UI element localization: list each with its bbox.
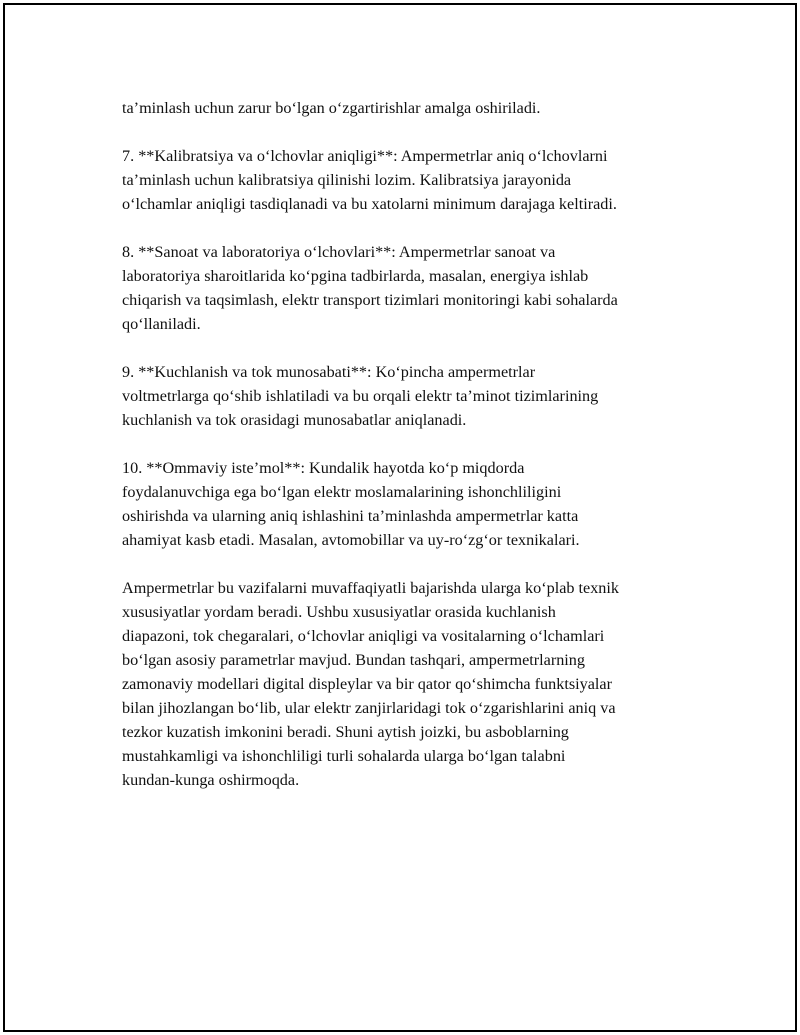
- paragraph-item-9-voltage-current: 9. **Kuchlanish va tok munosabati**: Ko‘pincha ampermetrlar voltmetrlarga qo‘shib ishlatiladi va bu orqali elektr ta’minot tizimlarining kuchlanish va tok orasidagi munosabatlar aniqlanadi.: [122, 363, 599, 429]
- paragraph-item-8-industrial: 8. **Sanoat va laboratoriya o‘lchovlari**: Ampermetrlar sanoat va laboratoriya sharoitlarida ko‘pgina tadbirlarda, masalan, energiya ishlab chiqarish va taqsimlash, elektr transport tizimlari monitoringi kabi sohalarda qo‘llaniladi.: [122, 243, 618, 333]
- page-frame: [3, 3, 797, 1032]
- paragraph-summary: Ampermetrlar bu vazifalarni muvaffaqiyatli bajarishda ularga ko‘plab texnik xususiyatlar yordam beradi. Ushbu xususiyatlar orasida kuchlanish diapazoni, tok chegaralari, o‘lchovlar aniqligi va vositalarning o‘lchamlari bo‘lgan asosiy parametrlar mavjud. Bundan tashqari, ampermetrlarning zamonaviy modellari digital displeylar va bir qator qo‘shimcha funktsiyalar bilan jihozlangan bo‘lib, ular elektr zanjirlaridagi tok o‘zgarishlarini aniq va tezkor kuzatish imkonini beradi. Shuni aytish joizki, bu asboblarning mustahkamligi va ishonchliligi turli sohalarda ularga bo‘lgan talabni kundan-kunga oshirmoqda.: [122, 579, 619, 789]
- paragraph-item-7-calibration: 7. **Kalibratsiya va o‘lchovlar aniqligi**: Ampermetrlar aniq o‘lchovlarni ta’minlash uchun kalibratsiya qilinishi lozim. Kalibratsiya jarayonida o‘lchamlar aniqligi tasdiqlanadi va bu xatolarni minimum darajaga keltiradi.: [122, 147, 617, 213]
- paragraph-item-10-consumer: 10. **Ommaviy iste’mol**: Kundalik hayotda ko‘p miqdorda foydalanuvchiga ega bo‘lgan elektr moslamalarining ishonchliligini oshirishda va ularning aniq ishlashini ta’minlashda ampermetrlar katta ahamiyat kasb etadi. Masalan, avtomobillar va uy-ro‘zg‘or texnikalari.: [122, 459, 580, 549]
- page-content: [122, 96, 702, 816]
- paragraph-continuation: ta’minlash uchun zarur bo‘lgan o‘zgartirishlar amalga oshiriladi.: [122, 99, 541, 117]
